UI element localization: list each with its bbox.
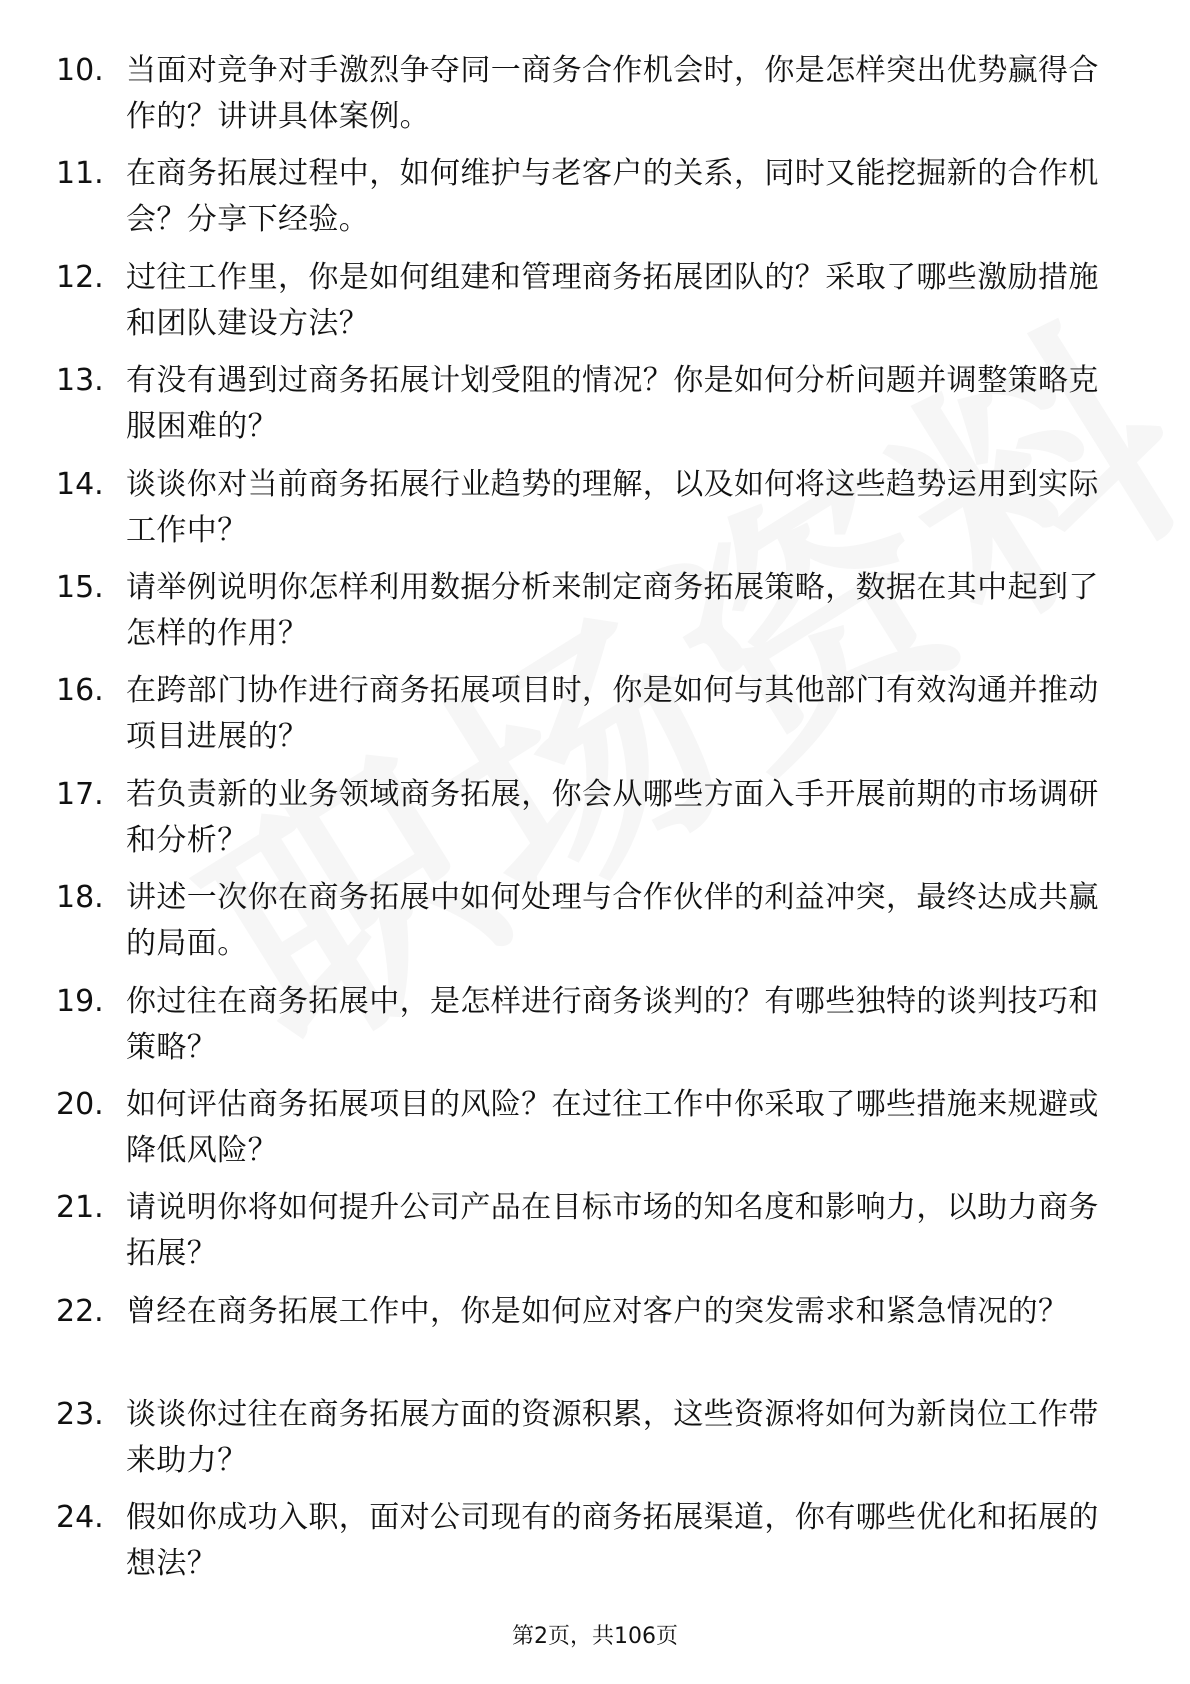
question-item <box>56 1392 1116 1495</box>
question-number: 11. <box>56 156 104 192</box>
question-number: 18. <box>56 880 104 916</box>
question-item <box>56 358 1116 461</box>
question-text: 当面对竞争对手激烈争夺同一商务合作机会时，你是怎样突出优势赢得合作的？讲讲具体案例。 <box>126 53 1099 134</box>
question-text: 你过往在商务拓展中，是怎样进行商务谈判的？有哪些独特的谈判技巧和策略？ <box>126 983 1099 1065</box>
question-number: 17. <box>56 776 104 812</box>
question-number: 13. <box>56 363 104 399</box>
question-item <box>56 772 1116 875</box>
page-footer: 第2页，共106页 <box>512 1624 678 1649</box>
question-text: 若负责新的业务领域商务拓展，你会从哪些方面入手开展前期的市场调研和分析？ <box>126 776 1099 858</box>
question-number: 14. <box>56 466 104 502</box>
question-text: 讲述一次你在商务拓展中如何处理与合作伙伴的利益冲突，最终达成共赢的局面。 <box>126 880 1099 962</box>
question-number: 16. <box>56 673 104 709</box>
question-text: 过往工作里，你是如何组建和管理商务拓展团队的？采取了哪些激励措施和团队建设方法？ <box>126 259 1099 341</box>
question-item <box>56 875 1116 978</box>
question-number: 21. <box>56 1190 104 1226</box>
question-text: 在跨部门协作进行商务拓展项目时，你是如何与其他部门有效沟通并推动项目进展的？ <box>126 673 1099 755</box>
question-text: 有没有遇到过商务拓展计划受阻的情况？你是如何分析问题并调整策略克服困难的？ <box>126 363 1099 445</box>
question-number: 22. <box>56 1293 104 1329</box>
question-text: 请举例说明你怎样利用数据分析来制定商务拓展策略，数据在其中起到了怎样的作用？ <box>126 569 1099 651</box>
question-item <box>56 151 1116 254</box>
question-item <box>56 255 1116 358</box>
question-number: 23. <box>56 1397 104 1433</box>
question-list <box>56 48 1116 1599</box>
question-text: 曾经在商务拓展工作中，你是如何应对客户的突发需求和紧急情况的？ <box>126 1293 1069 1329</box>
question-text: 假如你成功入职，面对公司现有的商务拓展渠道，你有哪些优化和拓展的想法？ <box>126 1500 1099 1582</box>
question-text: 在商务拓展过程中，如何维护与老客户的关系，同时又能挖掘新的合作机会？分享下经验。 <box>126 156 1099 238</box>
question-item <box>56 48 1116 151</box>
question-item <box>56 1185 1116 1288</box>
question-item <box>56 668 1116 771</box>
question-text: 如何评估商务拓展项目的风险？在过往工作中你采取了哪些措施来规避或降低风险？ <box>126 1086 1099 1168</box>
question-text: 谈谈你过往在商务拓展方面的资源积累，这些资源将如何为新岗位工作带来助力？ <box>126 1397 1099 1479</box>
question-text: 请说明你将如何提升公司产品在目标市场的知名度和影响力，以助力商务拓展？ <box>126 1190 1099 1272</box>
question-number: 20. <box>56 1086 104 1122</box>
question-item <box>56 1495 1116 1598</box>
question-number: 12. <box>56 259 104 295</box>
question-item <box>56 979 1116 1082</box>
question-item <box>56 1082 1116 1185</box>
question-item <box>56 462 1116 565</box>
question-item <box>56 1289 1116 1392</box>
question-text: 谈谈你对当前商务拓展行业趋势的理解，以及如何将这些趋势运用到实际工作中？ <box>126 466 1099 548</box>
question-number: 15. <box>56 569 104 605</box>
question-number: 10. <box>56 53 104 88</box>
question-number: 19. <box>56 983 104 1019</box>
question-item <box>56 565 1116 668</box>
question-number: 24. <box>56 1500 104 1536</box>
